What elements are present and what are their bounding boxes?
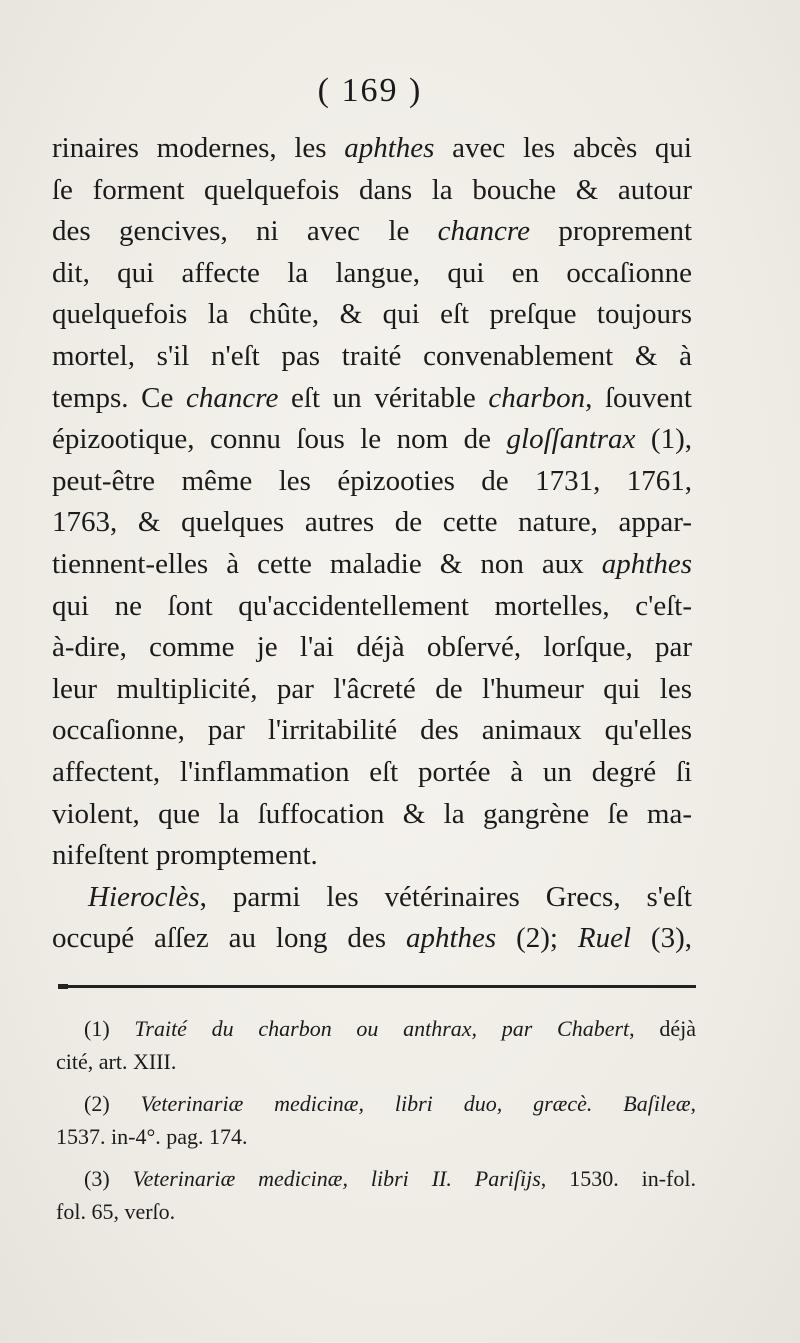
text-line: rinaires modernes, les aphthes avec les abcès qui (52, 132, 692, 164)
text-line: quelquefois la chûte, & qui eſt preſque toujours (52, 298, 692, 331)
italic-term: Ruel (577, 922, 632, 955)
italic-term: Veterinariæ medicinæ, libri duo, græcè. Baſileæ (140, 1091, 691, 1116)
italic-term: Traité du charbon ou anthrax, par Chabert (134, 1016, 630, 1041)
italic-term: chancre (437, 215, 530, 248)
text-line: dit, qui affecte la langue, qui en occaſionne (52, 256, 692, 289)
text-line: occaſionne, par l'irritabilité des animaux qu'elles (52, 714, 692, 747)
text-line: violent, que la ſuffocation & la gangrène ſe ma- (52, 797, 692, 830)
footnotes (56, 1012, 696, 1228)
text-line: qui ne ſont qu'accidentellement mortelles, c'eſt- (52, 589, 692, 622)
text-line: épizootique, connu ſous le nom de gloſſantrax (1), (52, 423, 692, 456)
footnote-line: (1) Traité du charbon ou anthrax, par Chabert, déjà (84, 1016, 696, 1041)
text-line: tiennent-elles à cette maladie & non aux aphthes (52, 547, 692, 580)
italic-term: gloſſantrax (506, 423, 636, 456)
text-line: temps. Ce chancre eſt un véritable charbon, ſouvent (52, 381, 692, 414)
footnote-line: fol. 65, verſo. (56, 1199, 176, 1224)
italic-term: chancre (186, 381, 279, 414)
italic-term: aphthes (405, 922, 497, 955)
body-text (52, 128, 692, 960)
text-line: occupé aſſez au long des aphthes (2); Ruel (3), (52, 922, 692, 955)
footnote-line: (3) Veterinariæ medicinæ, libri II. Pariſijs, 1530. in-fol. (84, 1166, 696, 1191)
footnote-line: cité, art. XIII. (56, 1049, 177, 1074)
text-line: ſe forment quelquefois dans la bouche & autour (52, 173, 692, 206)
text-line: à-dire, comme je l'ai déjà obſervé, lorſque, par (52, 631, 692, 664)
footnote-line: 1537. in-4°. pag. 174. (56, 1124, 248, 1149)
italic-term: charbon (488, 381, 586, 414)
text-line: mortel, s'il n'eſt pas traité convenablement & à (52, 339, 692, 372)
page-number: ( 169 ) (317, 72, 423, 109)
footnote-line: (2) Veterinariæ medicinæ, libri duo, græcè. Baſileæ, (84, 1091, 697, 1116)
footnote-separator (62, 985, 696, 988)
text-line: des gencives, ni avec le chancre proprement (52, 215, 693, 248)
text-line: Hieroclès, parmi les vétérinaires Grecs, s'eſt (88, 880, 692, 913)
text-line: affectent, l'inflammation eſt portée à un degré ſi (52, 755, 692, 788)
italic-term: aphthes (344, 132, 435, 164)
text-line: 1763, & quelques autres de cette nature, appar- (52, 506, 692, 539)
italic-term: Hieroclès (88, 880, 200, 913)
italic-term: aphthes (601, 547, 692, 580)
text-line: leur multiplicité, par l'âcreté de l'humeur qui les (52, 672, 692, 705)
text-line: nifeſtent promptement. (52, 839, 318, 872)
text-line: peut-être même les épizooties de 1731, 1761, (52, 464, 692, 497)
italic-term: Veterinariæ medicinæ, libri II. Pariſijs (132, 1166, 541, 1191)
